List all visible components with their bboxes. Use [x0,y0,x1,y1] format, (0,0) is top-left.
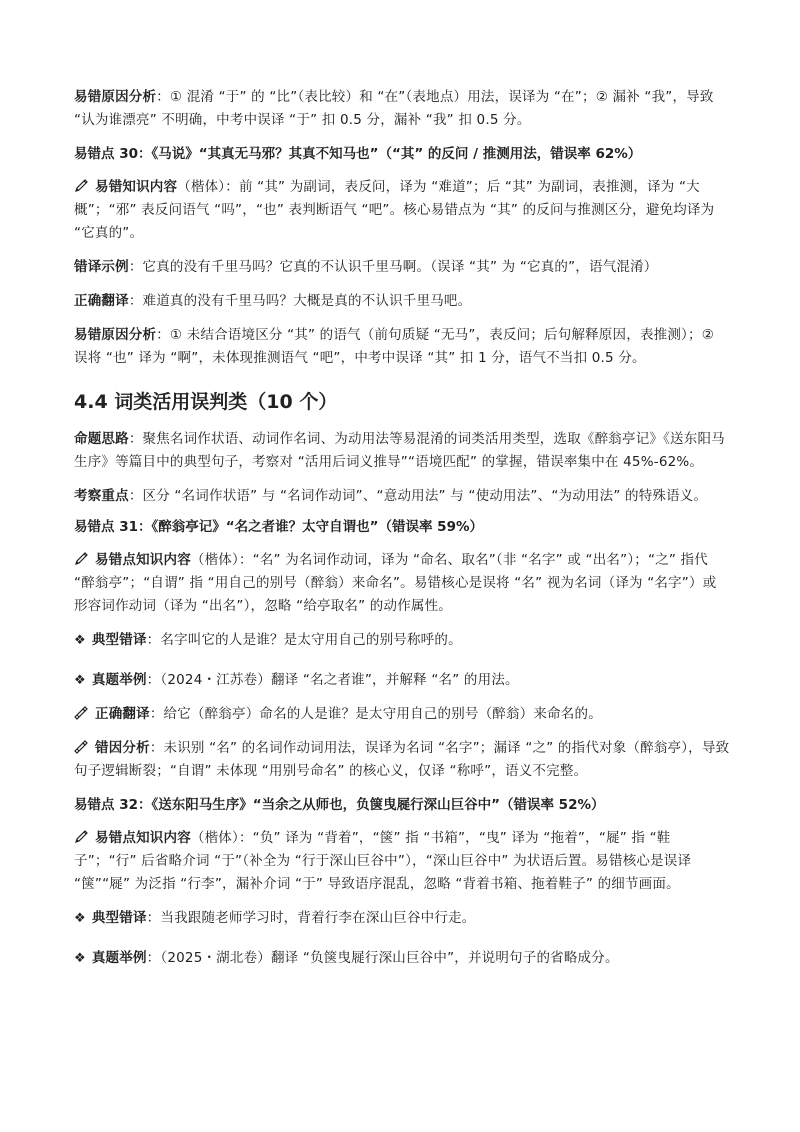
item31-correct-label: 正确翻译 [95,706,150,722]
section-focus-text: ：区分 “名词作状语” 与 “名词作动词”、“意动用法” 与 “使动用法”、“为动用法” 的特殊语义。 [128,488,708,504]
item30-correct-label: 正确翻译 [74,293,129,309]
item32-heading: 易错点 32：《送东阳马生序》“当余之从师也，负箧曳屣行深山巨谷中”（错误率 52%） [74,797,605,813]
item31-exam-label: 真题举例 [91,672,147,688]
item30-knowledge [74,176,730,245]
item32-typical-text: ：当我跟随老师学习时，背着行李在深山巨谷中行走。 [146,910,476,926]
item32-exam-text: ：（2025・湖北卷）翻译 “负箧曳屣行深山巨谷中”，并说明句子的省略成分。 [146,950,619,966]
item31-exam [74,669,730,692]
item31-typical-label: 典型错译 [91,632,147,648]
diamond-bullet-icon: ❖ [74,633,86,648]
diamond-bullet-icon: ❖ [74,911,86,926]
pencil-icon [74,552,90,566]
item31-knowledge-text: （楷体）：“名” 为名词作动词，译为 “命名、取名”（非 “名字” 或 “出名”）；“之” 指代 “醉翁亭”；“自谓” 指 “用自己的别号（醉翁）来命名”。易错核心是误将 “名” 视为名词（译为 “名字”）或形容词作动词（译为 “出名”），忽略 “给亭取名” 的动作属性。 [74,552,717,614]
top-reason-text: ：① 混淆 “于” 的 “比”（表比较）和 “在”（表地点）用法，误译为 “在”；② 漏补 “我”，导致 “认为谁漂亮” 不明确，中考中误译 “于” 扣 0.5 分，漏补 “我” 扣 0.5 分。 [74,89,714,128]
item30-heading: 易错点 30：《马说》“其真无马邪？其真不知马也”（“其” 的反问 / 推测用法，错误率 62%） [74,146,642,162]
top-reason-label: 易错原因分析 [74,89,157,105]
section-idea-label: 命题思路 [74,431,129,447]
diamond-bullet-icon: ❖ [74,673,86,688]
item31-correct [74,703,730,726]
item30-knowledge-text: （楷体）：前 “其” 为副词，表反问，译为 “难道”；后 “其” 为副词，表推测，译为 “大概”；“邪” 表反问语气 “吗”，“也” 表判断语气 “吧”。核心易错点为 “其” 的反问与推测区分，避免均译为 “它真的”。 [74,179,715,241]
pencil-ruler-icon [74,706,90,720]
item31-knowledge [74,549,730,618]
item30-knowledge-label: 易错知识内容 [95,179,178,195]
item31-exam-text: ：（2024・江苏卷）翻译 “名之者谁”，并解释 “名” 的用法。 [146,672,519,688]
section-focus-label: 考察重点 [74,488,129,504]
section-idea-text: ：聚焦名词作状语、动词作名词、为动用法等易混淆的词类活用类型，选取《醉翁亭记》《送东阳马生序》等篇目中的典型句子，考察对 “活用后词义推导”“语境匹配” 的掌握，错误率集中在 45%-62%。 [74,431,725,470]
item30-wrong [74,256,730,279]
item30-reason [74,324,730,370]
item32-knowledge [74,827,730,896]
pencil-ruler-icon [74,740,90,754]
item32-typical-label: 典型错译 [91,910,147,926]
item30-wrong-label: 错译示例 [74,259,129,275]
item31-heading: 易错点 31：《醉翁亭记》“名之者谁？太守自谓也”（错误率 59%） [74,519,483,535]
pencil-icon [74,179,90,193]
item31-typical [74,629,730,652]
item31-knowledge-label: 易错点知识内容 [95,552,191,568]
pencil-icon [74,830,90,844]
item31-cause-label: 错因分析 [95,740,150,756]
section-title: 4.4 词类活用误判类（10 个） [74,391,338,413]
item32-exam [74,947,730,970]
item30-wrong-text: ：它真的没有千里马吗？它真的不认识千里马啊。（误译 “其” 为 “它真的”，语气混淆） [128,259,658,275]
item30-correct [74,290,730,313]
item32-exam-label: 真题举例 [91,950,147,966]
item31-cause-text: ：未识别 “名” 的名词作动词用法，误译为名词 “名字”；漏译 “之” 的指代对象（醉翁亭），导致句子逻辑断裂；“自谓” 未体现 “用别号命名” 的核心义，仅译 “称呼”，语义不完整。 [74,740,730,779]
section-focus [74,485,730,508]
item31-correct-text: ：给它（醉翁亭）命名的人是谁？是太守用自己的别号（醉翁）来命名的。 [149,706,602,722]
item31-typical-text: ：名字叫它的人是谁？是太守用自己的别号称呼的。 [146,632,462,648]
item31-cause [74,737,730,783]
top-reason-paragraph [74,86,730,132]
item30-correct-text: ：难道真的没有千里马吗？大概是真的不认识千里马吧。 [128,293,472,309]
item30-reason-label: 易错原因分析 [74,327,157,343]
item30-reason-text: ：① 未结合语境区分 “其” 的语气（前句质疑 “无马”，表反问；后句解释原因，表推测）；② 误将 “也” 译为 “啊”，未体现推测语气 “吧”，中考中误译 “其” 扣 1 分，语气不当扣 0.5 分。 [74,327,714,366]
diamond-bullet-icon: ❖ [74,951,86,966]
item32-knowledge-label: 易错点知识内容 [95,830,191,846]
section-idea [74,428,730,474]
item32-typical [74,907,730,930]
item32-knowledge-text: （楷体）：“负” 译为 “背着”，“箧” 指 “书箱”，“曳” 译为 “拖着”，“屣” 指 “鞋子”；“行” 后省略介词 “于”（补全为 “行于深山巨谷中”），“深山巨谷中” 为状语后置。易错核心是误译 “箧”“屣” 为泛指 “行李”，漏补介词 “于” 导致语序混乱，忽略 “背着书箱、拖着鞋子” 的细节画面。 [74,830,692,892]
